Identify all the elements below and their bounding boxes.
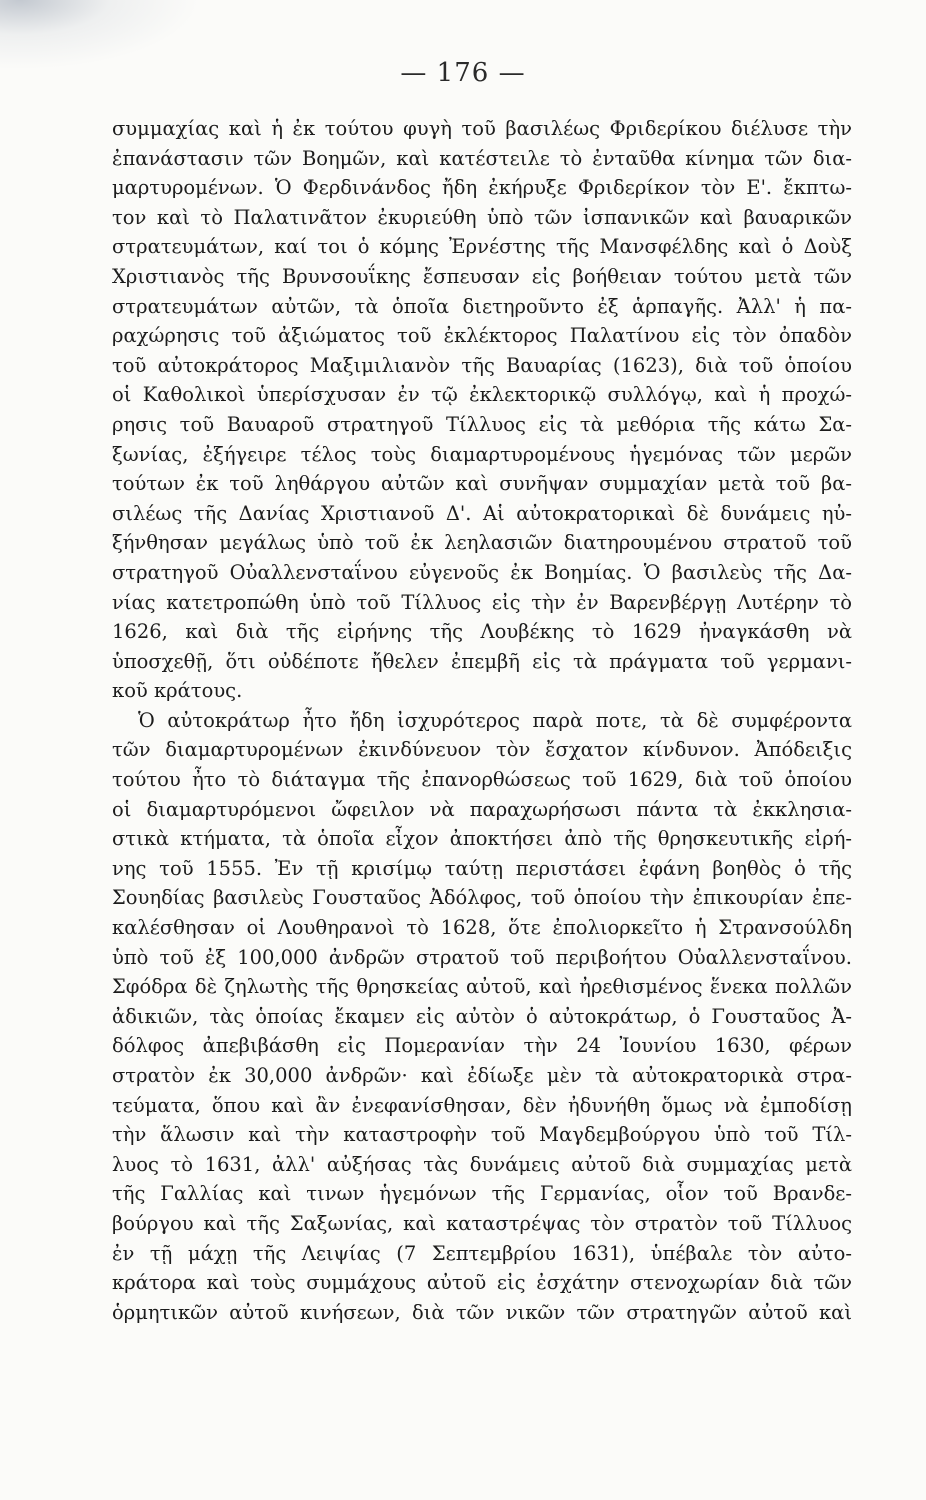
text-line: τοῦ αὐτοκράτορος Μαξιμιλιανὸν τῆς Βαυαρίας (1623), διὰ τοῦ ὁποίου bbox=[112, 353, 852, 377]
text-line: τεύματα, ὅπου καὶ ἂν ἐνεφανίσθησαν, δὲν ἠδυνήθη ὅμως νὰ ἐμποδίσῃ bbox=[112, 1093, 852, 1117]
text-line: ὑποσχεθῇ, ὅτι οὐδέποτε ἤθελεν ἐπεμβῆ εἰς τὰ πράγματα τοῦ γερμανι- bbox=[112, 649, 852, 673]
text-line: τούτων ἐκ τοῦ ληθάργου αὐτῶν καὶ συνῆψαν συμμαχίαν μετὰ τοῦ βα- bbox=[112, 472, 852, 496]
text-line: στικὰ κτήματα, τὰ ὁποῖα εἶχον ἀποκτήσει ἀπὸ τῆς θρησκευτικῆς εἰρή- bbox=[112, 827, 852, 851]
body-text bbox=[112, 114, 852, 1327]
text-line: ρησις τοῦ Βαυαροῦ στρατηγοῦ Τίλλυος εἰς τὰ μεθόρια τῆς κάτω Σα- bbox=[112, 412, 852, 436]
text-line: στρατευμάτων αὐτῶν, τὰ ὁποῖα διετηροῦντο ἐξ ἁρπαγῆς. Ἀλλ' ἡ πα- bbox=[112, 294, 852, 318]
text-line: Σφόδρα δὲ ζηλωτὴς τῆς θρησκείας αὐτοῦ, καὶ ἠρεθισμένος ἕνεκα πολλῶν bbox=[112, 975, 852, 999]
text-line: κράτορα καὶ τοὺς συμμάχους αὐτοῦ εἰς ἐσχάτην στενοχωρίαν διὰ τῶν bbox=[112, 1271, 852, 1295]
text-line: μαρτυρομένων. Ὁ Φερδινάνδος ἤδη ἐκήρυξε Φριδερίκον τὸν Ε'. ἔκπτω- bbox=[112, 176, 852, 200]
text-line: σιλέως τῆς Δανίας Χριστιανοῦ Δ'. Αἱ αὐτοκρατορικαὶ δὲ δυνάμεις ηὐ- bbox=[112, 501, 852, 525]
text-line: στρατηγοῦ Οὐαλλενσταΐνου εὐγενοῦς ἐκ Βοημίας. Ὁ βασιλεὺς τῆς Δα- bbox=[112, 560, 852, 584]
text-line: τὴν ἅλωσιν καὶ τὴν καταστροφὴν τοῦ Μαγδεμβούργου ὑπὸ τοῦ Τίλ- bbox=[112, 1123, 852, 1147]
text-line: ὁρμητικῶν αὐτοῦ κινήσεων, διὰ τῶν νικῶν τῶν στρατηγῶν αὐτοῦ καὶ bbox=[112, 1300, 852, 1324]
text-line: συμμαχίας καὶ ἡ ἐκ τούτου φυγὴ τοῦ βασιλέως Φριδερίκου διέλυσε τὴν bbox=[112, 117, 852, 140]
text-line: βούργου καὶ τῆς Σαξωνίας, καὶ καταστρέψας τὸν στρατὸν τοῦ Τίλλυος bbox=[112, 1211, 852, 1235]
page-number: — 176 — bbox=[400, 58, 526, 88]
text-line: καλέσθησαν οἱ Λουθηρανοὶ τὸ 1628, ὅτε ἐπολιορκεῖτο ἡ Στρανσούλδη bbox=[112, 916, 852, 940]
text-line: νίας κατετροπώθη ὑπὸ τοῦ Τίλλυος εἰς τὴν ἐν Βαρενβέργῃ Λυτέρην τὸ bbox=[112, 590, 852, 614]
text-line: οἱ Καθολικοὶ ὑπερίσχυσαν ἐν τῷ ἐκλεκτορικῷ συλλόγῳ, καὶ ἡ προχώ- bbox=[112, 383, 852, 407]
text-line: ἀδικιῶν, τὰς ὁποίας ἔκαμεν εἰς αὐτὸν ὁ αὐτοκράτωρ, ὁ Γουσταῦος Ἀ- bbox=[112, 1004, 852, 1028]
text-line: τον καὶ τὸ Παλατινᾶτον ἐκυριεύθη ὑπὸ τῶν ἰσπανικῶν καὶ βαυαρικῶν bbox=[112, 205, 852, 229]
text-line: στρατὸν ἐκ 30,000 ἀνδρῶν· καὶ ἐδίωξε μὲν τὰ αὐτοκρατορικὰ στρα- bbox=[112, 1064, 852, 1087]
text-line: νης τοῦ 1555. Ἐν τῇ κρισίμῳ ταύτῃ περιστάσει ἐφάνη βοηθὸς ὁ τῆς bbox=[112, 856, 852, 880]
text-line: τῶν διαμαρτυρομένων ἐκινδύνευον τὸν ἔσχατον κίνδυνον. Ἀπόδειξις bbox=[112, 738, 852, 762]
text-line: 1626, καὶ διὰ τῆς εἰρήνης τῆς Λουβέκης τὸ 1629 ἠναγκάσθη νὰ bbox=[112, 620, 852, 644]
text-line: λυος τὸ 1631, ἀλλ' αὐξήσας τὰς δυνάμεις αὐτοῦ διὰ συμμαχίας μετὰ bbox=[112, 1152, 852, 1176]
text-line: Ὁ αὐτοκράτωρ ἦτο ἤδη ἰσχυρότερος παρὰ ποτε, τὰ δὲ συμφέροντα bbox=[138, 708, 852, 732]
text-line: ξήνθησαν μεγάλως ὑπὸ τοῦ ἐκ λεηλασιῶν διατηρουμένου στρατοῦ τοῦ bbox=[112, 531, 852, 555]
text-line: τούτου ἦτο τὸ διάταγμα τῆς ἐπανορθώσεως τοῦ 1629, διὰ τοῦ ὁποίου bbox=[112, 768, 852, 792]
text-line: Σουηδίας βασιλεὺς Γουσταῦος Ἀδόλφος, τοῦ ὁποίου τὴν ἐπικουρίαν ἐπε- bbox=[112, 886, 852, 910]
text-line: ὑπὸ τοῦ ἐξ 100,000 ἀνδρῶν στρατοῦ τοῦ περιβοήτου Οὐαλλενσταΐνου. bbox=[112, 945, 852, 969]
text-line: στρατευμάτων, καί τοι ὁ κόμης Ἐρνέστης τῆς Μανσφέλδης καὶ ὁ Δοὺξ bbox=[112, 235, 852, 259]
text-line: κοῦ κράτους. bbox=[112, 679, 243, 703]
text-line: ἐπανάστασιν τῶν Βοημῶν, καὶ κατέστειλε τὸ ἐνταῦθα κίνημα τῶν δια- bbox=[112, 146, 852, 170]
text-line: Χριστιανὸς τῆς Βρυνσουΐκης ἔσπευσαν εἰς βοήθειαν τούτου μετὰ τῶν bbox=[112, 264, 852, 288]
text-line: δόλφος ἀπεβιβάσθη εἰς Πομερανίαν τὴν 24 Ἰουνίου 1630, φέρων bbox=[112, 1034, 852, 1058]
text-line: οἱ διαμαρτυρόμενοι ὤφειλον νὰ παραχωρήσωσι πάντα τὰ ἐκκλησια- bbox=[112, 797, 852, 821]
text-line: ἐν τῇ μάχῃ τῆς Λειψίας (7 Σεπτεμβρίου 1631), ὑπέβαλε τὸν αὐτο- bbox=[112, 1241, 852, 1265]
text-line: ραχώρησις τοῦ ἀξιώματος τοῦ ἐκλέκτορος Παλατίνου εἰς τὸν ὀπαδὸν bbox=[112, 324, 852, 348]
text-line: τῆς Γαλλίας καὶ τινων ἡγεμόνων τῆς Γερμανίας, οἷον τοῦ Βρανδε- bbox=[112, 1182, 852, 1206]
text-line: ξωνίας, ἐξήγειρε τέλος τοὺς διαμαρτυρομένους ἡγεμόνας τῶν μερῶν bbox=[112, 442, 852, 466]
